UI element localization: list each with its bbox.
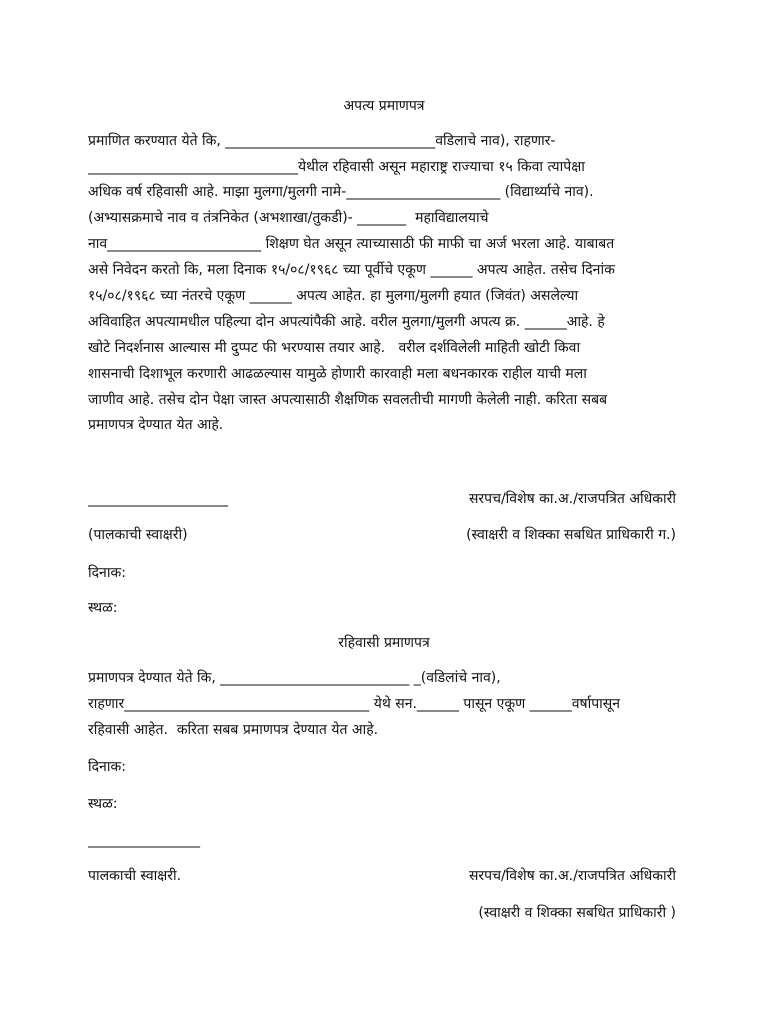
cert1-line-1: प्रमाणित करण्यात येते कि, ______________________________वडिलाचे नाव), राहणार- (88, 133, 556, 149)
cert1-line-4: (अभ्यासक्रमाचे नाव व तंत्रनिकेत (अभशाखा/तुकडी)- _______ महाविद्यालयाचे (88, 210, 489, 226)
cert2-authority: सरपच/विशेष का.अ./राजपत्रित अधिकारी (468, 868, 676, 884)
cert1-line-9: खोटे निदर्शनास आल्यास मी दुप्पट फी भरण्यास तयार आहे. वरील दर्शविलेली माहिती खोटी किवा (88, 340, 581, 356)
cert1-place-label: स्थळ: (88, 600, 118, 616)
cert1-line-3: अधिक वर्ष रहिवासी आहे. माझा मुलगा/मुलगी नामे-______________________ (विद्यार्थ्याचे नाव). (88, 184, 594, 200)
cert2-signature-line: ________________ (88, 832, 200, 848)
cert1-line-6: असे निवेदन करतो कि, मला दिनाक १५/०८/१९६८ च्या पूर्वीचे एकूण ______ अपत्य आहेत. तसेच दिनांक (88, 262, 615, 278)
cert2-date-label: दिनाक: (88, 759, 126, 775)
cert2-place-label: स्थळ: (88, 796, 118, 812)
cert1-line-10: शासनाची दिशाभूल करणारी आढळल्यास यामुळे होणारी कारवाही मला बधनकारक राहील याची मला (88, 366, 587, 382)
cert2-line-3: रहिवासी आहेत. करिता सबब प्रमाणपत्र देण्यात येत आहे. (88, 722, 379, 738)
cert1-date-label: दिनाक: (88, 565, 126, 581)
cert1-line-2: ______________________________येथील रहिवासी असून महाराष्ट्र राज्याचा १५ किवा त्यापेक्षा (88, 159, 585, 175)
cert1-line-12: प्रमाणपत्र देण्यात येत आहे. (88, 417, 224, 433)
cert1-authority: सरपच/विशेष का.अ./राजपत्रित अधिकारी (468, 491, 676, 507)
cert1-line-8: अविवाहित अपत्यामधील पहिल्या दोन अपत्यांपैकी आहे. वरील मुलगा/मुलगी अपत्य क्र. ______आहे. हे (88, 314, 605, 330)
residence-certificate-title: रहिवासी प्रमाणपत्र (338, 635, 430, 651)
cert1-authority-note: (स्वाक्षरी व शिक्का सबधित प्राधिकारी ग.) (466, 527, 676, 543)
cert2-line-2: राहणार___________________________________ येथे सन.______ पासून एकूण ______वर्षापासून (88, 696, 621, 712)
child-certificate-title: अपत्य प्रमाणपत्र (343, 98, 425, 114)
cert1-line-7: १५/०८/१९६८ च्या नंतरचे एकूण ______ अपत्य आहेत. हा मुलगा/मुलगी हयात (जिवंत) असलेल्या (88, 288, 579, 304)
cert2-parent-signature: पालकाची स्वाक्षरी. (88, 868, 182, 884)
cert2-line-1: प्रमाणपत्र देण्यात येते कि, ___________________________ _(वडिलांचे नाव), (88, 670, 501, 686)
cert1-line-11: जाणीव आहे. तसेच दोन पेक्षा जास्त अपत्यासाठी शैक्षणिक सवलतीची मागणी केलेली नाही. करिता सबब (88, 392, 608, 408)
cert1-parent-signature: (पालकाची स्वाक्षरी) (88, 527, 188, 543)
cert1-line-5: नाव______________________ शिक्षण घेत असून त्याच्यासाठी फी माफी चा अर्ज भरला आहे. याबाबत (88, 236, 615, 252)
cert1-signature-line: ____________________ (88, 491, 228, 507)
cert2-authority-note: (स्वाक्षरी व शिक्का सबधित प्राधिकारी ) (478, 905, 676, 921)
